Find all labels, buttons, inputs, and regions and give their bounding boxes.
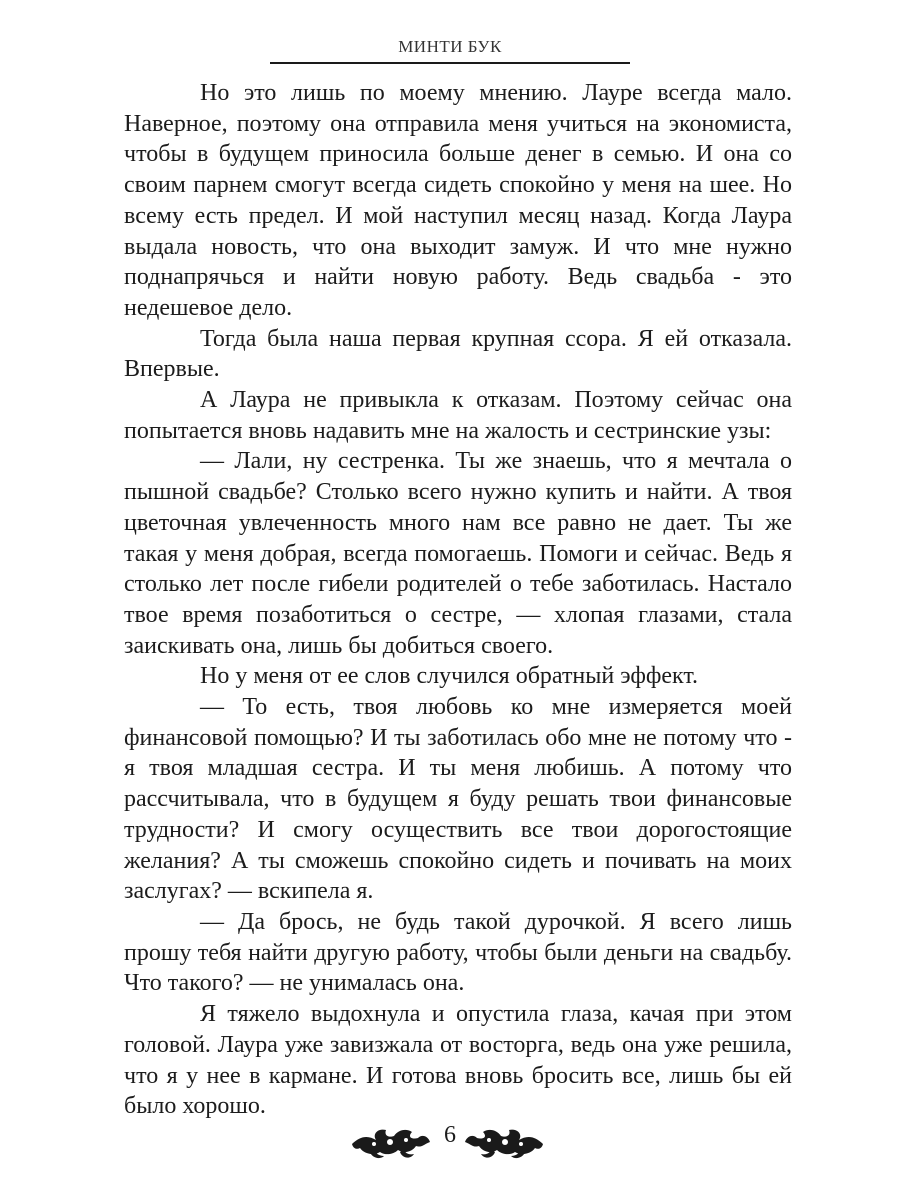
paragraph: — Да брось, не будь такой дурочкой. Я всего лишь прошу тебя найти другую работу, чтобы были деньги на свадьбу. Что такого? — не унималась она. (124, 908, 792, 997)
paragraph: — То есть, твоя любовь ко мне измеряется моей финансовой помощью? И ты заботилась обо мне не потому что - я твоя младшая сестра. И ты меня любишь. А потому что рассчитывала, что в будущем я буду решать твои финансовые трудности? И смогу осуществить все твои дорогостоящие желания? А ты сможешь спокойно сидеть и почивать на моих заслугах? — вскипела я. (124, 694, 792, 905)
floral-ornament-icon (463, 1122, 545, 1162)
publisher-title: МИНТИ БУК (398, 37, 502, 56)
paragraph: Но у меня от ее слов случился обратный эффект. (200, 663, 699, 690)
page-footer (0, 1118, 900, 1168)
paragraph: Но это лишь по моему мнению. Лауре всегда мало. Наверное, поэтому она отправила меня учиться на экономиста, чтобы в будущем приносила больше денег в семью. И она со своим парнем смогут всегда сидеть спокойно у меня на шее. Но всему есть предел. И мой наступил месяц назад. Когда Лаура выдала новость, что она выходит замуж. И что мне нужно поднапрячься и найти новую работу. Ведь свадьба - это недешевое дело. (124, 80, 792, 321)
header-divider (270, 62, 630, 64)
page-number: 6 (444, 1122, 456, 1148)
paragraph: — Лали, ну сестренка. Ты же знаешь, что я мечтала о пышной свадьбе? Столько всего нужно купить и найти. А твоя цветочная увлеченность много нам все равно не дает. Ты же такая у меня добрая, всегда помогаешь. Помоги и сейчас. Ведь я столько лет после гибели родителей о тебе заботилась. Настало твое время позаботиться о сестре, — хлопая глазами, стала заискивать она, лишь бы добиться своего. (124, 448, 792, 659)
paragraph: А Лаура не привыкла к отказам. Поэтому сейчас она попытается вновь надавить мне на жалость и сестринские узы: (124, 387, 792, 444)
paragraph: Тогда была наша первая крупная ссора. Я ей отказала. Впервые. (124, 325, 792, 383)
floral-ornament-icon (350, 1122, 432, 1162)
running-header (270, 36, 630, 64)
main-text (124, 78, 792, 1122)
paragraph: Я тяжело выдохнула и опустила глаза, качая при этом головой. Лаура уже завизжала от восторга, ведь она уже решила, что я у нее в кармане. И готова вновь бросить все, лишь бы ей было хорошо. (124, 1001, 792, 1120)
